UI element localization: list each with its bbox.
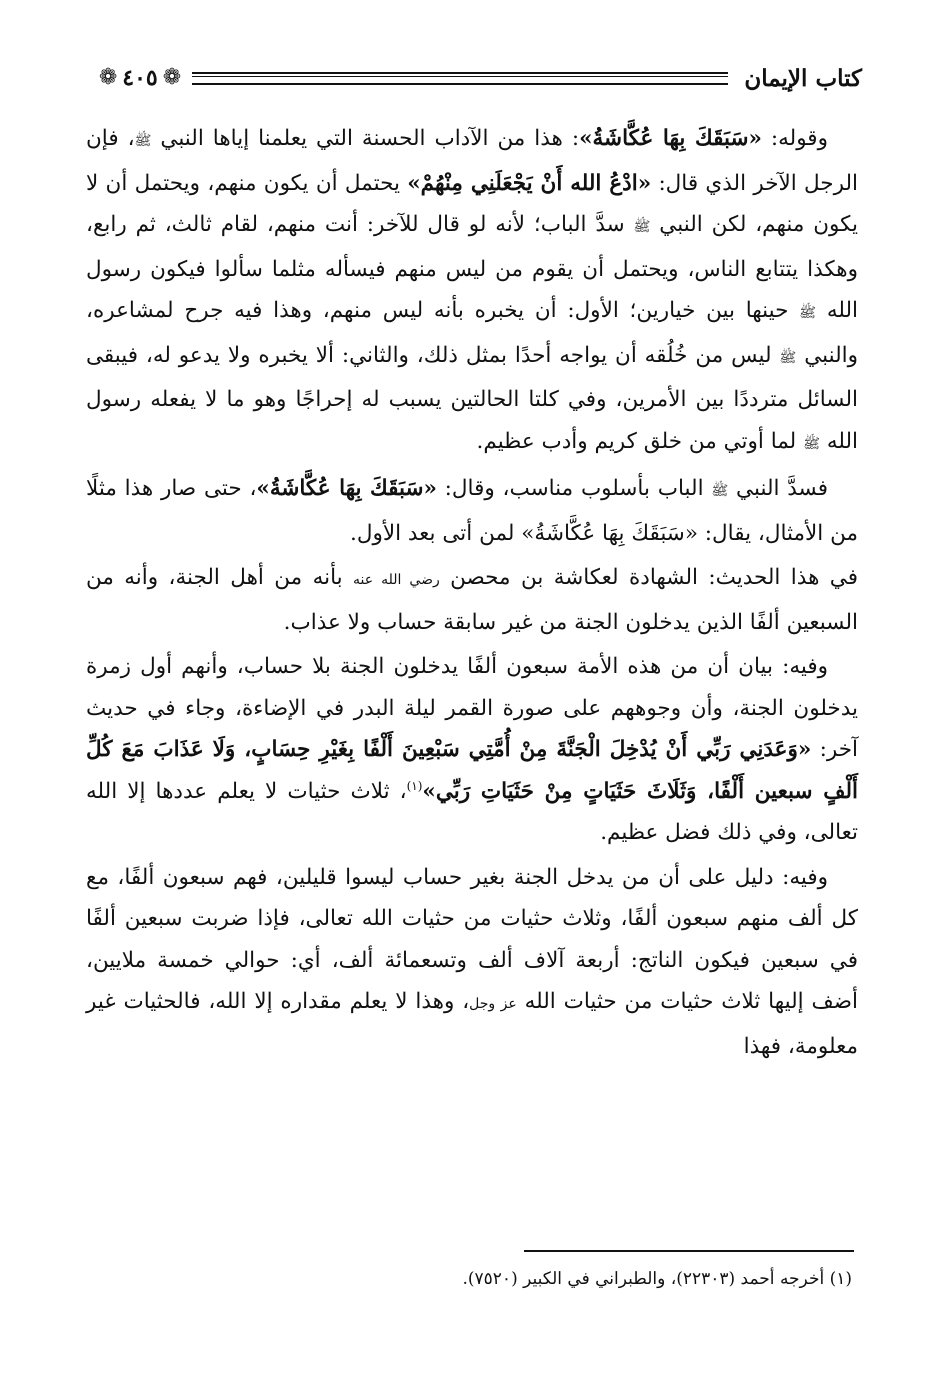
page-header xyxy=(92,48,862,108)
text-run: وقوله: xyxy=(761,126,828,151)
book-title: كتاب الإيمان xyxy=(744,64,862,92)
text-run: في هذا الحديث: الشهادة لعكاشة بن محصن xyxy=(439,565,858,590)
azza-wajal-icon: عز وجل xyxy=(469,996,517,1012)
header-rule xyxy=(192,72,728,85)
page-number: ٤٠٥ xyxy=(122,65,158,91)
text-run: لما أوتي من خلق كريم وأدب عظيم. xyxy=(476,428,804,454)
text-run: يحتمل أن يكون منهم، ويحتمل أن لا يكون منهم، لكن النبي xyxy=(86,170,858,237)
paragraph-2 xyxy=(86,468,858,554)
text-run: وفيه: بيان أن من هذه الأمة سبعون ألفًا يدخلون الجنة بلا حساب، وأنهم أول زمرة يدخلون الجنة، وأن وجوههم على صورة القمر ليلة البدر في الإضاءة، وجاء في حديث آخر: xyxy=(86,654,858,762)
hadith-quote: «ادْعُ الله أَنْ يَجْعَلَنِي مِنْهُمْ» xyxy=(407,170,652,196)
text-run: سدَّ الباب؛ لأنه لو قال للآخر: أنت منهم، لقام ثالث، ثم رابع، وهكذا يتتابع الناس، ويحتمل أن يقوم من ليس منهم فيسأله مثلما سألوا فيكون رسول الله xyxy=(86,212,858,323)
text-run: حينها بين خيارين؛ الأول: أن يخبره بأنه ليس منهم، وهذا فيه جرح لمشاعره، والنبي xyxy=(86,298,858,368)
paragraph-4 xyxy=(86,646,858,854)
text-run: : هذا من الآداب الحسنة التي يعلمنا إياها النبي xyxy=(151,126,580,151)
salutation-icon: ﷺ xyxy=(779,349,797,366)
paragraph-1 xyxy=(86,118,858,465)
salutation-icon: ﷺ xyxy=(633,219,651,235)
salutation-icon: ﷺ xyxy=(803,435,820,452)
paragraph-5 xyxy=(86,857,858,1068)
text-run: ، وهذا لا يعلم مقداره إلا الله، فالحثيات غير معلومة، فهذا xyxy=(86,989,858,1059)
text-run: فسدَّ النبي xyxy=(728,476,828,501)
text-run: الباب بأسلوب مناسب، وقال: xyxy=(436,476,712,501)
footnote-separator xyxy=(524,1250,854,1252)
text-run: ، فإن الرجل الآخر الذي قال: xyxy=(86,126,858,196)
main-text xyxy=(86,118,858,1070)
hadith-quote: «وَعَدَنِي رَبِّي أَنْ يُدْخِلَ الْجَنَّةَ مِنْ أُمَّتِي سَبْعِينَ أَلْفًا بِغَيْرِ حِسَابٍ، وَلَا عَذَابَ مَعَ كُلِّ أَلْفٍ سبعين أَلْفًا، وَثَلَاثَ حَثَيَاتٍ مِنْ حَثَيَاتِ رَبِّي» xyxy=(86,737,858,804)
text-run: بأنه من أهل الجنة، وأنه من السبعين ألفًا الذين يدخلون الجنة من غير سابقة حساب ولا عذاب. xyxy=(86,565,858,635)
text-run: وفيه: دليل على أن من يدخل الجنة بغير حساب ليسوا قليلين، فهم سبعون ألفًا، مع كل ألف منهم سبعون ألفًا، وثلاث حثيات من حثيات الله تعالى، فإذا ضربت سبعين ألفًا في سبعين فيكون الناتج: أربعة آلاف ألف وتسعمائة ألف، أي: حوالي خمسة ملايين، أضف إليها ثلاث حثيات من حثيات الله xyxy=(86,864,858,1014)
hadith-quote: «سَبَقَكَ بِهَا عُكَّاشَةُ» xyxy=(256,476,437,501)
footnote: (١) أخرجه أحمد (٢٢٣٠٣)، والطبراني في الكبير (٧٥٢٠). xyxy=(462,1269,852,1289)
radiallah-icon: رضي الله عنه xyxy=(353,572,440,588)
text-run: ، حتى صار هذا مثلًا من الأمثال، يقال: «سَبَقَكَ بِهَا عُكَّاشَةُ» لمن أتى بعد الأول. xyxy=(86,476,858,546)
paragraph-3 xyxy=(86,557,858,643)
salutation-icon: ﷺ xyxy=(711,483,729,499)
ornament-right-icon: ❁ xyxy=(98,65,118,90)
text-run: ، ثلاث حثيات لا يعلم عددها إلا الله تعالى، وفي ذلك فضل عظيم. xyxy=(86,778,858,845)
salutation-icon: ﷺ xyxy=(799,305,817,321)
salutation-icon: ﷺ xyxy=(134,133,152,149)
hadith-quote: «سَبَقَكَ بِهَا عُكَّاشَةُ» xyxy=(579,126,762,151)
page-number-frame xyxy=(92,59,188,97)
ornament-left-icon: ❁ xyxy=(162,65,182,90)
text-run: ليس من خُلُقه أن يواجه أحدًا بمثل ذلك، والثاني: ألا يخبره ولا يدعو له، فيبقى السائل مترددًا بين الأمرين، وفي كلتا الحالتين يسبب له إحراجًا وهو ما لا يفعله رسول الله xyxy=(86,342,858,454)
footnote-marker: (١) xyxy=(406,778,423,793)
